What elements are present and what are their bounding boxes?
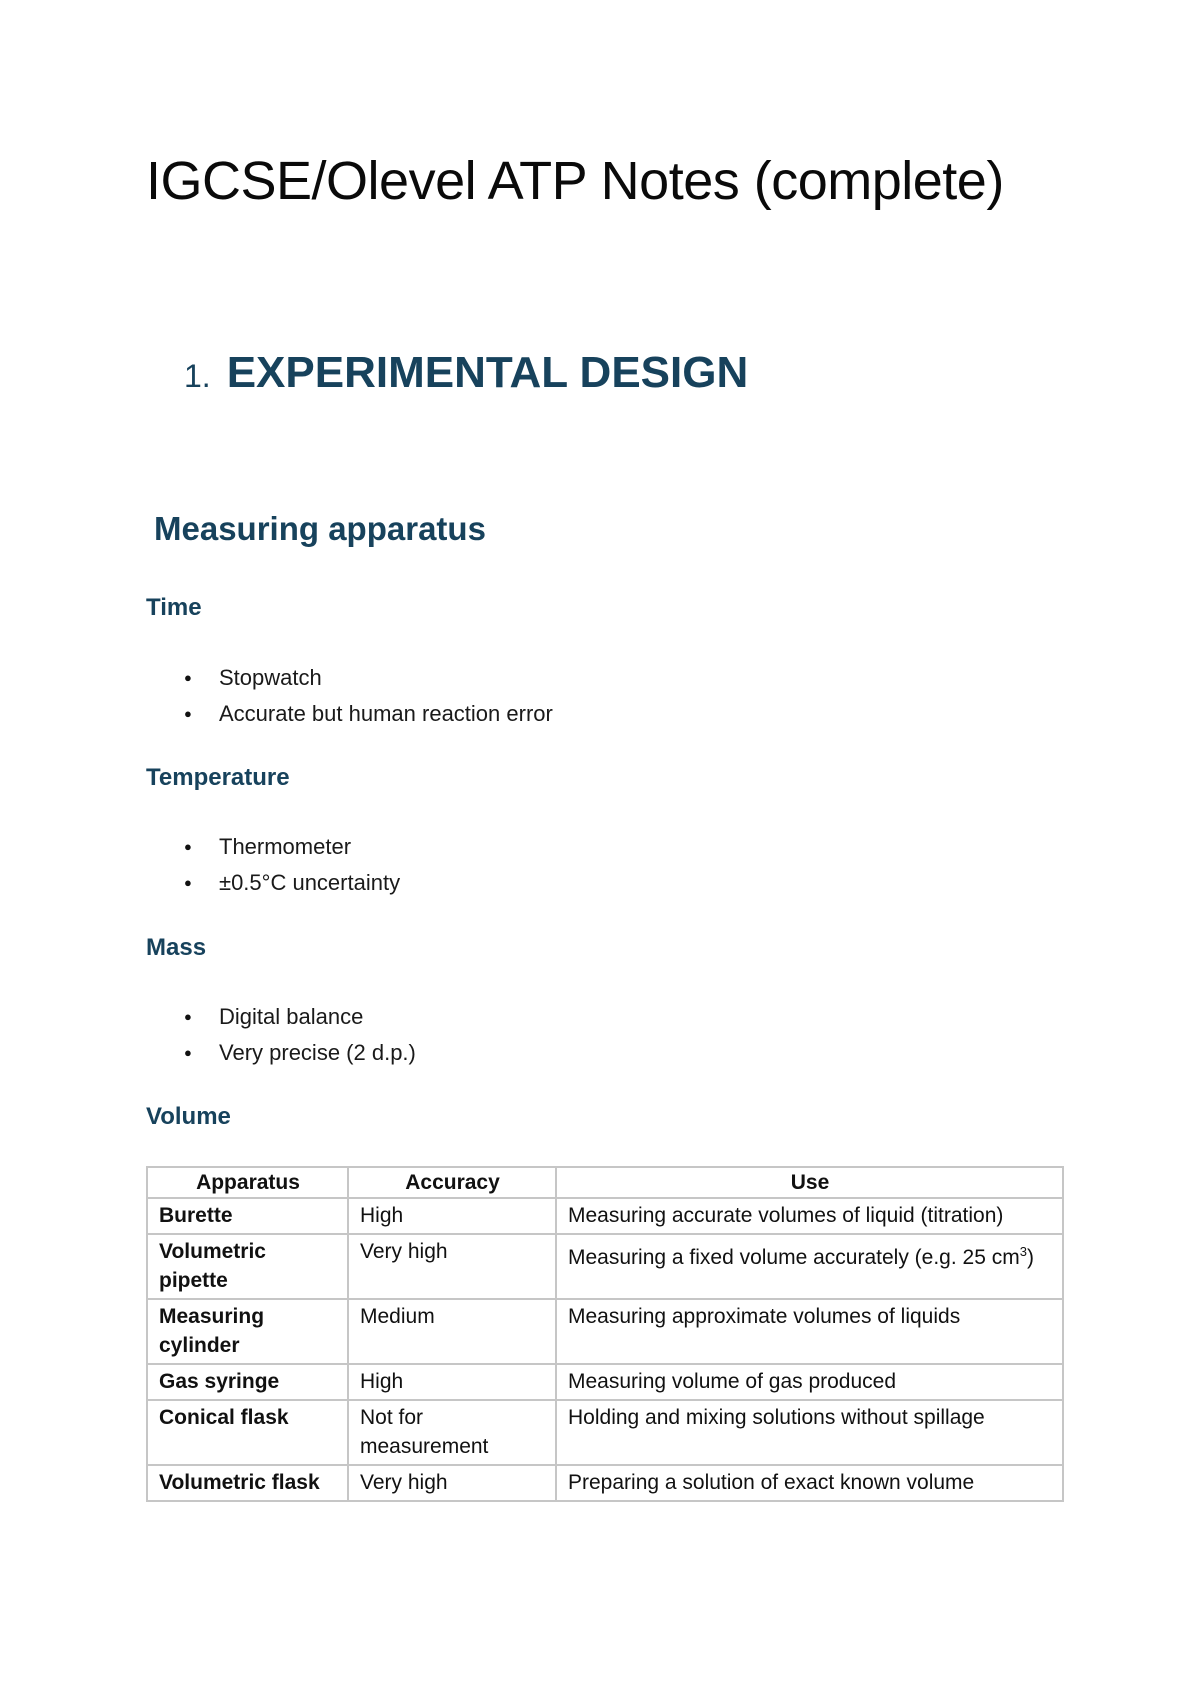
cell-accuracy: Not for measurement	[348, 1400, 556, 1465]
cell-use: Measuring approximate volumes of liquids	[556, 1299, 1063, 1364]
cell-apparatus: Volumetric flask	[147, 1465, 348, 1501]
bullet-list-time	[146, 664, 553, 736]
table-row	[147, 1364, 1063, 1400]
column-header-apparatus: Apparatus	[147, 1167, 348, 1198]
volume-apparatus-table	[146, 1166, 1064, 1502]
document-title: IGCSE/Olevel ATP Notes (complete)	[146, 151, 1004, 211]
table-header-row	[147, 1167, 1063, 1198]
cell-apparatus: Conical flask	[147, 1400, 348, 1465]
group-heading-volume: Volume	[146, 1103, 231, 1130]
group-heading-time: Time	[146, 594, 202, 621]
cell-apparatus: Volumetric pipette	[147, 1234, 348, 1299]
list-item: ● Very precise (2 d.p.)	[146, 1039, 416, 1075]
table-row	[147, 1465, 1063, 1501]
table-row	[147, 1198, 1063, 1234]
cell-accuracy: High	[348, 1364, 556, 1400]
group-heading-mass: Mass	[146, 934, 207, 961]
list-item: ● Digital balance	[146, 1003, 416, 1039]
cell-apparatus: Gas syringe	[147, 1364, 348, 1400]
use-text: Measuring a fixed volume accurately (e.g. 25 cm	[568, 1246, 1020, 1269]
table-row	[147, 1234, 1063, 1299]
section-heading	[184, 348, 748, 398]
cell-use: Holding and mixing solutions without spillage	[556, 1400, 1063, 1465]
table-row	[147, 1299, 1063, 1364]
bullet-list-temperature	[146, 833, 400, 905]
cell-use	[556, 1234, 1063, 1299]
cell-accuracy: Medium	[348, 1299, 556, 1364]
cell-use: Measuring accurate volumes of liquid (titration)	[556, 1198, 1063, 1234]
list-item: ● Stopwatch	[146, 664, 553, 700]
bullet-list-mass	[146, 1003, 416, 1075]
list-item: ● Thermometer	[146, 833, 400, 869]
cell-accuracy: Very high	[348, 1465, 556, 1501]
table-row	[147, 1400, 1063, 1465]
list-item: ● Accurate but human reaction error	[146, 700, 553, 736]
cell-apparatus: Burette	[147, 1198, 348, 1234]
column-header-accuracy: Accuracy	[348, 1167, 556, 1198]
cell-apparatus: Measuring cylinder	[147, 1299, 348, 1364]
use-text-end: )	[1026, 1246, 1034, 1269]
group-heading-temperature: Temperature	[146, 764, 290, 791]
cell-accuracy: Very high	[348, 1234, 556, 1299]
cell-accuracy: High	[348, 1198, 556, 1234]
list-item: ● ±0.5°C uncertainty	[146, 869, 400, 905]
section-title: EXPERIMENTAL DESIGN	[226, 348, 749, 397]
column-header-use: Use	[556, 1167, 1063, 1198]
cell-use: Preparing a solution of exact known volume	[556, 1465, 1063, 1501]
superscript: 3	[1019, 1244, 1027, 1259]
section-number: 1.	[184, 358, 211, 394]
subsection-heading: Measuring apparatus	[154, 510, 486, 547]
cell-use: Measuring volume of gas produced	[556, 1364, 1063, 1400]
